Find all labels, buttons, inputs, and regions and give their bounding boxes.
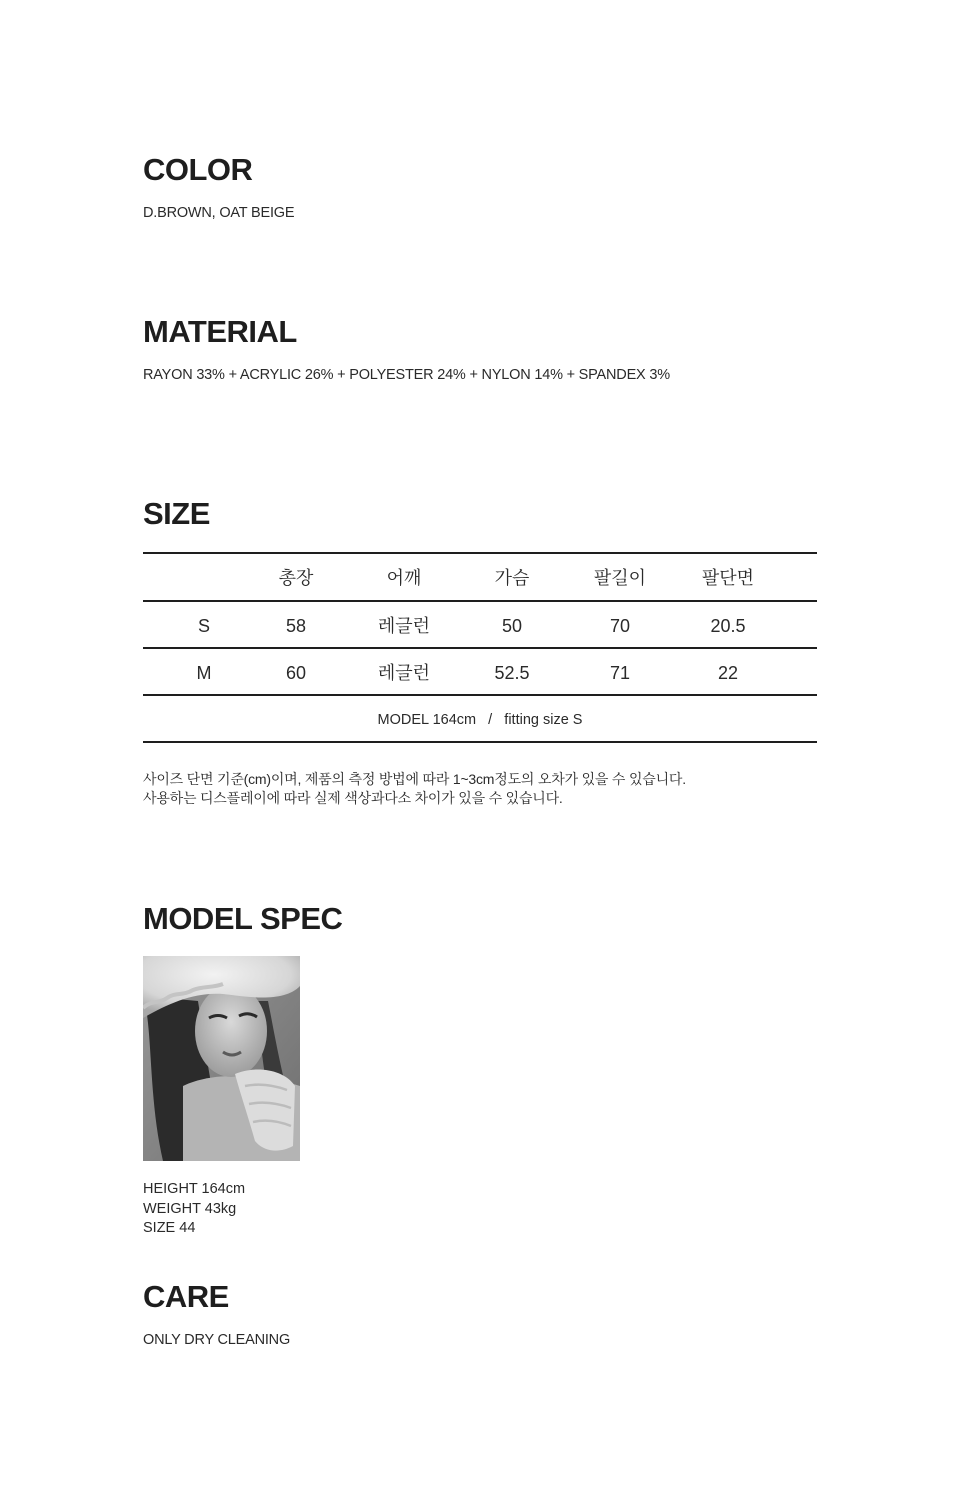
column-header: 총장: [278, 568, 314, 588]
table-bottom-border: [143, 741, 817, 743]
model-photo: [143, 956, 300, 1161]
table-cell: 22: [717, 663, 739, 683]
table-cell: 58: [285, 616, 307, 636]
table-cell: 50: [501, 616, 523, 636]
table-cell: 70: [609, 616, 631, 636]
column-header: 팔단면: [701, 568, 755, 588]
model-spec-heading: MODEL SPEC: [143, 901, 343, 936]
column-header: 어깨: [386, 568, 422, 588]
care-heading: CARE: [143, 1279, 229, 1314]
table-cell: M: [196, 663, 212, 683]
column-header: 팔길이: [593, 568, 647, 588]
model-spec-line: WEIGHT 43kg: [143, 1200, 237, 1217]
table-cell: S: [197, 616, 210, 636]
table-divider: [143, 694, 817, 696]
table-cell: 레글런: [377, 663, 431, 683]
table-footer: MODEL 164cm / fitting size S: [377, 712, 583, 728]
color-heading: COLOR: [143, 152, 253, 187]
table-top-border: [143, 552, 817, 554]
care-value: ONLY DRY CLEANING: [143, 1332, 291, 1348]
table-divider: [143, 600, 817, 602]
size-heading: SIZE: [143, 496, 210, 531]
material-value: RAYON 33% + ACRYLIC 26% + POLYESTER 24% + NYLON 14% + SPANDEX 3%: [143, 367, 670, 383]
table-cell: 60: [285, 663, 307, 683]
size-note: 사이즈 단면 기준(cm)이며, 제품의 측정 방법에 따라 1~3cm정도의 오차가 있을 수 있습니다.: [143, 771, 686, 787]
table-cell: 20.5: [710, 616, 746, 636]
model-spec-line: HEIGHT 164cm: [143, 1181, 246, 1197]
model-spec-line: SIZE 44: [143, 1220, 196, 1236]
table-cell: 71: [609, 663, 631, 683]
table-divider: [143, 647, 817, 649]
table-cell: 52.5: [494, 663, 530, 683]
color-value: D.BROWN, OAT BEIGE: [143, 205, 295, 221]
column-header: 가슴: [494, 568, 530, 588]
material-heading: MATERIAL: [143, 314, 297, 349]
size-note: 사용하는 디스플레이에 따라 실제 색상과다소 차이가 있을 수 있습니다.: [143, 790, 563, 806]
table-cell: 레글런: [377, 616, 431, 636]
